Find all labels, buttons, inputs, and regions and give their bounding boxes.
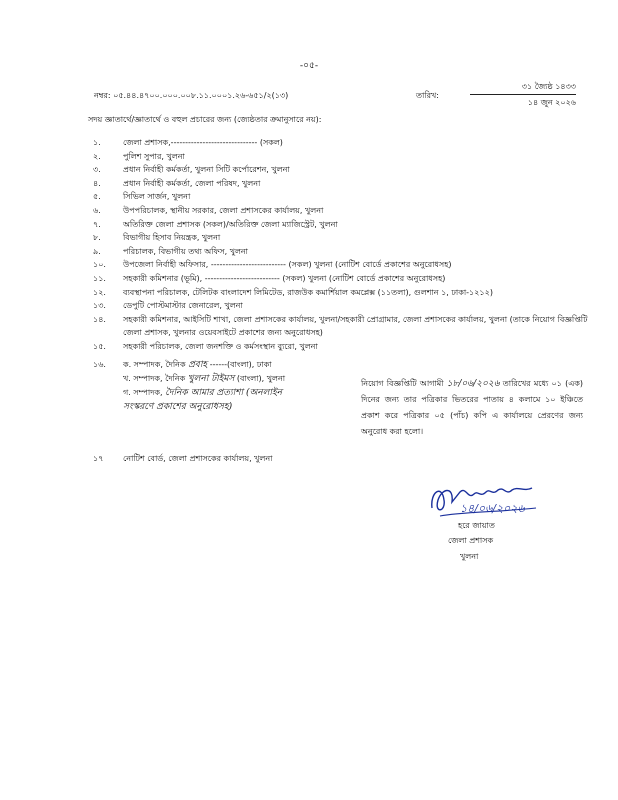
list-item: ১০. উপজেলা নির্বাহী অফিসার, -------------------------- (সকল) খুলনা (নোটিশ বোর্ডে প্রকাশের অনুরোধসহ) <box>93 260 452 270</box>
list-item: ৩. প্রধান নির্বাহী কর্মকর্তা, খুলনা সিটি কর্পোরেশন, খুলনা <box>93 165 290 175</box>
handwritten-paper-name: খুলনা টাইমস <box>187 373 235 384</box>
newspaper-kha: খ. সম্পাদক, দৈনিক খুলনা টাইমস (বাংলা), খুলনা <box>123 373 286 384</box>
list-item: ১৪. সহকারী কমিশনার, আইসিটি শাখা, জেলা প্রশাসকের কার্যালয়, খুলনা/সহকারী প্রোগ্রামার, জেলা প্রশাসকের কার্যালয়, খুলনা (তাকে নিয়োগ বিজ্ঞপ্তিটি জেলা প্রশাসক, খুলনার ওয়েবসাইটে প্রকাশের জন্য অনুরোধসহ) <box>93 314 588 338</box>
signatory-place: খুলনা <box>460 552 479 561</box>
handwritten-paper-name: প্রবাহ <box>188 359 208 370</box>
distribution-intro: সদয় জ্ঞাতার্থে/জ্ঞাতার্থে ও বহুল প্রচারের জন্য (জ্যেষ্ঠতার ক্রমানুসারে নয়): <box>88 115 322 124</box>
signature-date: ১৪/০৬/২০২৬ <box>460 502 525 515</box>
list-item: ৮. বিভাগীয় হিসাব নিয়ন্ত্রক, খুলনা <box>93 233 221 243</box>
list-item: ৯. পরিচালক, বিভাগীয় তথ্য অফিস, খুলনা <box>93 246 249 256</box>
newspaper-ga-note <box>123 400 353 414</box>
list-item: ১৫. সহকারী পরিচালক, জেলা জনশক্তি ও কর্মসংস্থান ব্যুরো, খুলনা <box>93 341 318 351</box>
list-item: ১২. ব্যবস্থাপনা পরিচালক, টেলিটক বাংলাদেশ লিমিটেড, রাজউক কমার্শিয়াল কমপ্লেক্স (১১তলা), গুলশান ১, ঢাকা-১২১২) <box>93 287 493 297</box>
signatory-title: জেলা প্রশাসক <box>448 536 494 545</box>
signature-block <box>420 478 570 568</box>
memo-number: নম্বর: ০৫.৪৪.৪৭০০.০০০.০০৮.১১.০০০১.২৬-৬৫১/২(১৩) <box>94 91 289 100</box>
handwritten-note: সংস্করণে প্রকাশের অনুরোধসহ) <box>123 401 233 412</box>
list-item: ১৩. ডেপুটি পোস্টমাস্টার জেনারেল, খুলনা <box>93 301 243 311</box>
list-item: ২. পুলিশ সুপার, খুলনা <box>93 151 185 161</box>
list-item: ১. জেলা প্রশাসক,------------------------------ (সকল) <box>93 138 283 147</box>
date-label: তারিখ: <box>416 91 439 100</box>
handwritten-paper-name: দৈনিক আমার প্রত্যাশা (অনলাইন <box>165 387 283 398</box>
advertisement-request: নিয়োগ বিজ্ঞপ্তিটি আগামী ১৮/০৬/২০২৬ তারিখের মধ্যে ০১ (এক) দিনের জন্য তার পত্রিকার ভিতরের পাতায় ৪ কলামে ১০ ইঞ্চিতে প্রকাশ করে পত্রিকার ০৫ (পাঁচ) কপি এ কার্যালয়ে প্রেরণের জন্য অনুরোধ করা হলো। <box>361 379 583 436</box>
list-item-newspapers: ১৬. ক. সম্পাদক, দৈনিক প্রবাহ ------(বাংলা), ঢাকা খ. সম্পাদক, দৈনিক খুলনা টাইমস (বাংলা), খুলনা গ. সম্পাদক, দৈনিক আমার প্রত্যাশা (অনলাইন সংস্করণে প্রকাশের অনুরোধসহ) <box>93 358 593 414</box>
list-item-notice-board: ১৭ নোটিশ বোর্ড, জেলা প্রশাসকের কার্যালয়, খুলনা <box>93 454 273 463</box>
handwritten-date: ১৮/০৬/২০২৬ <box>446 379 500 389</box>
date-bangla: ৩১ জ্যৈষ্ঠ ১৪৩৩ <box>521 82 576 91</box>
list-item: ৫. সিভিল সার্জন, খুলনা <box>93 192 191 202</box>
date-english: ১৪ জুন ২০২৬ <box>527 98 576 107</box>
distribution-list <box>93 136 593 414</box>
date-divider <box>470 94 576 95</box>
page-number: -০৫- <box>299 61 319 71</box>
list-item: ৬. উপপরিচালক, স্থানীয় সরকার, জেলা প্রশাসকের কার্যালয়, খুলনা <box>93 205 324 215</box>
newspaper-ga: গ. সম্পাদক, দৈনিক আমার প্রত্যাশা (অনলাইন <box>123 387 283 398</box>
list-item: ৪. প্রধান নির্বাহী কর্মকর্তা, জেলা পরিষদ, খুলনা <box>93 178 261 188</box>
list-item: ১১. সহকারী কমিশনার (ভূমি), -------------------------- (সকল) খুলনা (নোটিশ বোর্ডে প্রকাশের অনুরোধসহ) <box>93 273 446 283</box>
date-block <box>470 80 576 109</box>
signatory-name: হরে জায়াত <box>458 521 495 530</box>
newspaper-ka: ক. সম্পাদক, দৈনিক প্রবাহ ------(বাংলা), ঢাকা <box>123 359 272 370</box>
list-item: ৭. অতিরিক্ত জেলা প্রশাসক (সকল)/অতিরিক্ত জেলা ম্যাজিস্ট্রেট, খুলনা <box>93 219 338 229</box>
